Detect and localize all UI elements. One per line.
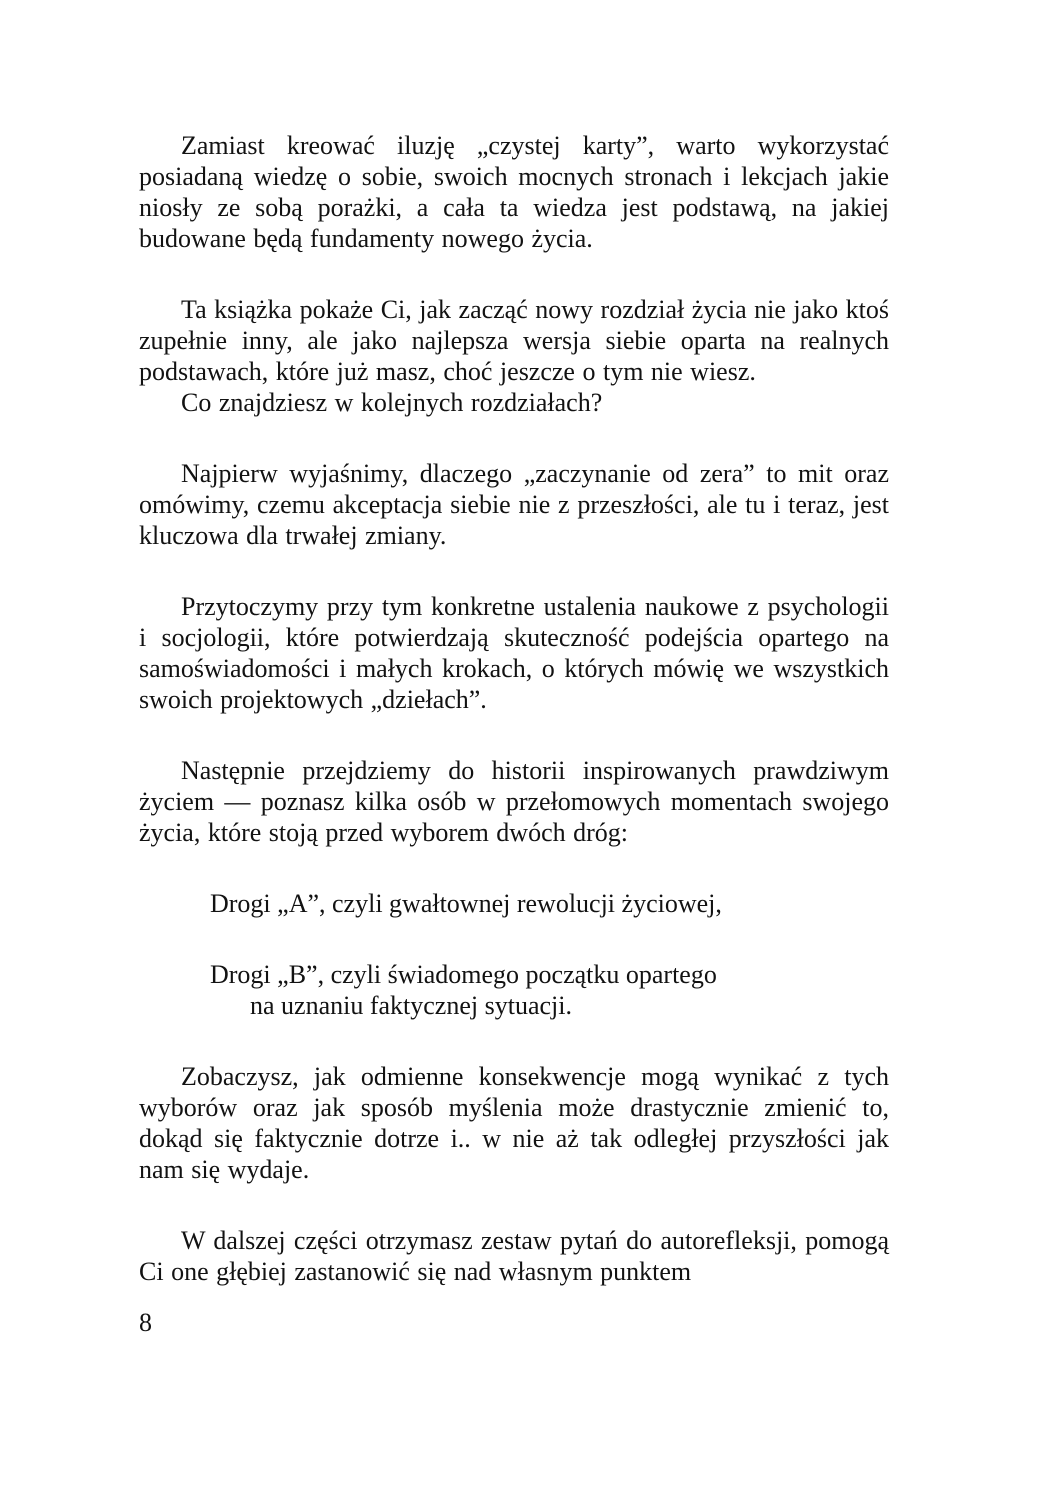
paragraph-myth-of-zero: Najpierw wyjaśnimy, dlaczego „zaczynanie od zera” to mit oraz omówimy, czemu akceptacja siebie nie z przeszłości, ale tu i teraz, jest kluczowa dla trwałej zmiany.	[139, 459, 889, 550]
paragraph-science-findings: Przytoczymy przy tym konkretne ustalenia naukowe z psychologii i socjologii, które potwierdzają skuteczność podejścia opartego na samoświadomości i małych krokach, o których mówię we wszystkich swoich projektowych „dziełach”.	[139, 592, 889, 714]
path-option-b-line-1: Drogi „B”, czyli świadomego początku opartego	[210, 960, 717, 989]
path-option-b-line-2: na uznaniu faktycznej sytuacji.	[250, 991, 572, 1020]
path-option-a: Drogi „A”, czyli gwałtownej rewolucji życiowej,	[210, 889, 722, 918]
paragraph-book-promise: Ta książka pokaże Ci, jak zacząć nowy rozdział życia nie jako ktoś zupełnie inny, ale jako najlepsza wersja siebie oparta na realnych podstawach, które już masz, choć jeszcze o tym nie wiesz.	[139, 295, 889, 386]
page-number: 8	[139, 1308, 152, 1337]
paragraph-consequences: Zobaczysz, jak odmienne konsekwencje mogą wynikać z tych wyborów oraz jak sposób myślenia może drastycznie zmienić to, dokąd się faktycznie dotrze i.. w nie aż tak odległej przyszłości jak nam się wydaje.	[139, 1062, 889, 1184]
paragraph-clean-slate: Zamiast kreować iluzję „czystej karty”, warto wykorzystać posiadaną wiedzę o sobie, swoich mocnych stronach i lekcjach jakie niosły ze sobą porażki, a cała ta wiedza jest podstawą, na jakiej budowane będą fundamenty nowego życia.	[139, 131, 889, 253]
paragraph-true-stories: Następnie przejdziemy do historii inspirowanych prawdziwym życiem — poznasz kilka osób w przełomowych momentach swojego życia, które stoją przed wyborem dwóch dróg:	[139, 756, 889, 847]
paragraph-chapters-question: Co znajdziesz w kolejnych rozdziałach?	[181, 388, 603, 417]
paragraph-self-reflection: W dalszej części otrzymasz zestaw pytań do autorefleksji, pomogą Ci one głębiej zastanowić się nad własnym punktem	[139, 1226, 889, 1286]
